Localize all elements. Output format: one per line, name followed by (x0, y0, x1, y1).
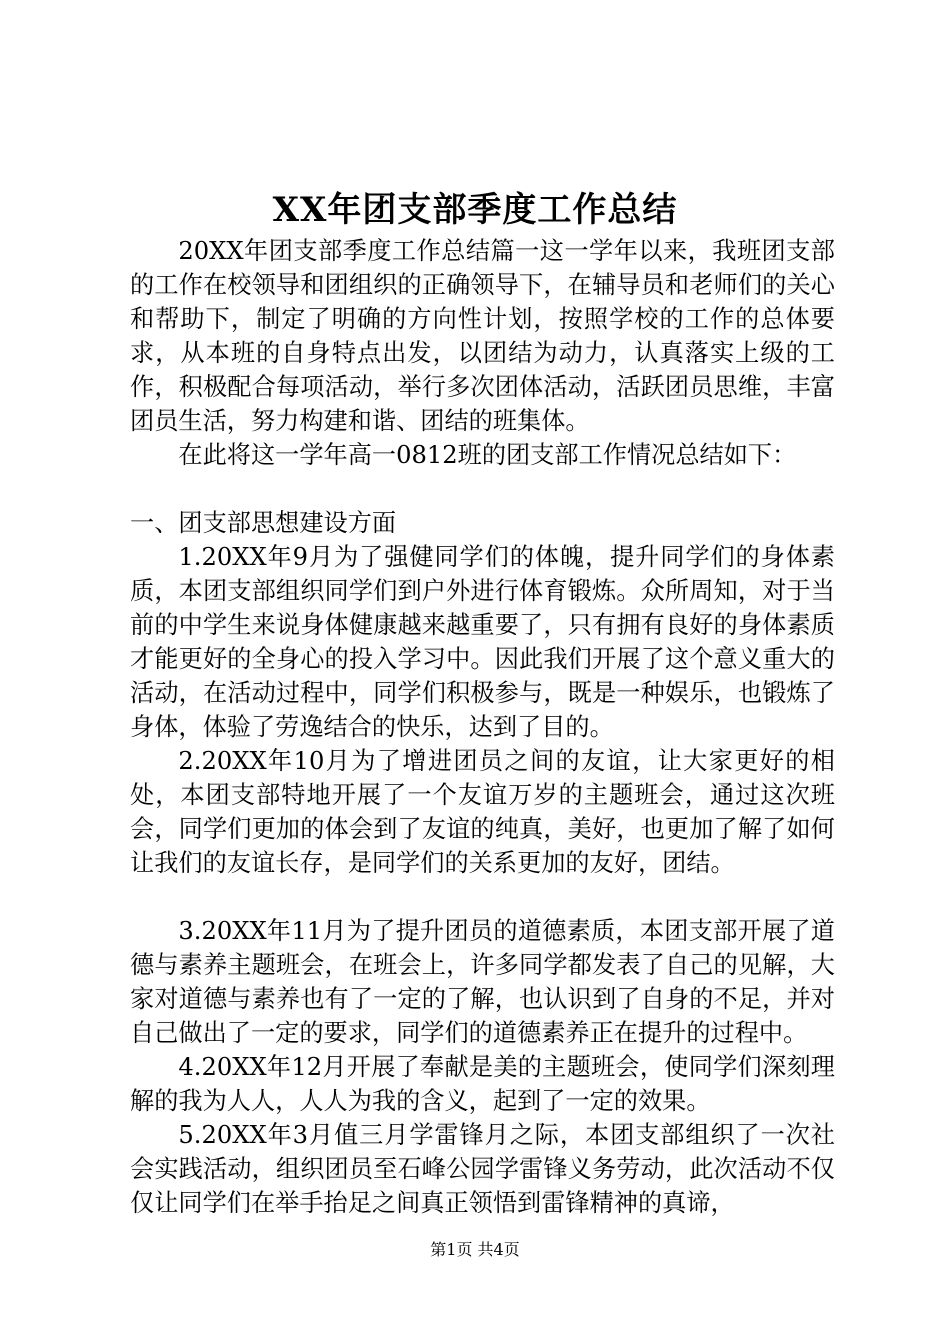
blank-line (130, 880, 835, 914)
paragraph-summary-lead: 在此将这一学年高一0812班的团支部工作情况总结如下： (178, 441, 797, 469)
paragraph-item-3: 3.20XX年11月为了提升团员的道德素质，本团支部开展了道德与素养主题班会，在班会上，许多同学都发表了自己的见解，大家对道德与素养也有了一定的了解，也认识到了自身的不足，并对自己做出了一定的要求，同学们的道德素养正在提升的过程中。 (130, 917, 835, 1047)
document-title: XX年团支部季度工作总结 (272, 190, 678, 230)
blank-line (130, 472, 835, 506)
paragraph-intro: 20XX年团支部季度工作总结篇一这一学年以来，我班团支部的工作在校领导和团组织的正确领导下，在辅导员和老师们的关心和帮助下，制定了明确的方向性计划，按照学校的工作的总体要求，从本班的自身特点出发，以团结为动力，认真落实上级的工作，积极配合每项活动，举行多次团体活动，活跃团员思维，丰富团员生活，努力构建和谐、团结的班集体。 (130, 237, 835, 435)
paragraph-item-1: 1.20XX年9月为了强健同学们的体魄，提升同学们的身体素质，本团支部组织同学们到户外进行体育锻炼。众所周知，对于当前的中学生来说身体健康越来越重要了，只有拥有良好的身体素质才能更好的全身心的投入学习中。因此我们开展了这个意义重大的活动，在活动过程中，同学们积极参与，既是一种娱乐，也锻炼了身体，体验了劳逸结合的快乐，达到了目的。 (130, 543, 835, 741)
paragraph-item-4: 4.20XX年12月开展了奉献是美的主题班会，使同学们深刻理解的我为人人，人人为我的含义，起到了一定的效果。 (130, 1053, 835, 1115)
section-heading: 一、团支部思想建设方面 (130, 509, 397, 537)
paragraph-item-2: 2.20XX年10月为了增进团员之间的友谊，让大家更好的相处，本团支部特地开展了一个友谊万岁的主题班会，通过这次班会，同学们更加的体会到了友谊的纯真，美好，也更加了解了如何让我们的友谊长存，是同学们的关系更加的友好，团结。 (130, 747, 835, 877)
page-footer: 第1页 共4页 (430, 1240, 520, 1259)
document-body (130, 234, 835, 1220)
paragraph-item-5: 5.20XX年3月值三月学雷锋月之际，本团支部组织了一次社会实践活动，组织团员至石峰公园学雷锋义务劳动，此次活动不仅仅让同学们在举手抬足之间真正领悟到雷锋精神的真谛， (130, 1121, 835, 1217)
